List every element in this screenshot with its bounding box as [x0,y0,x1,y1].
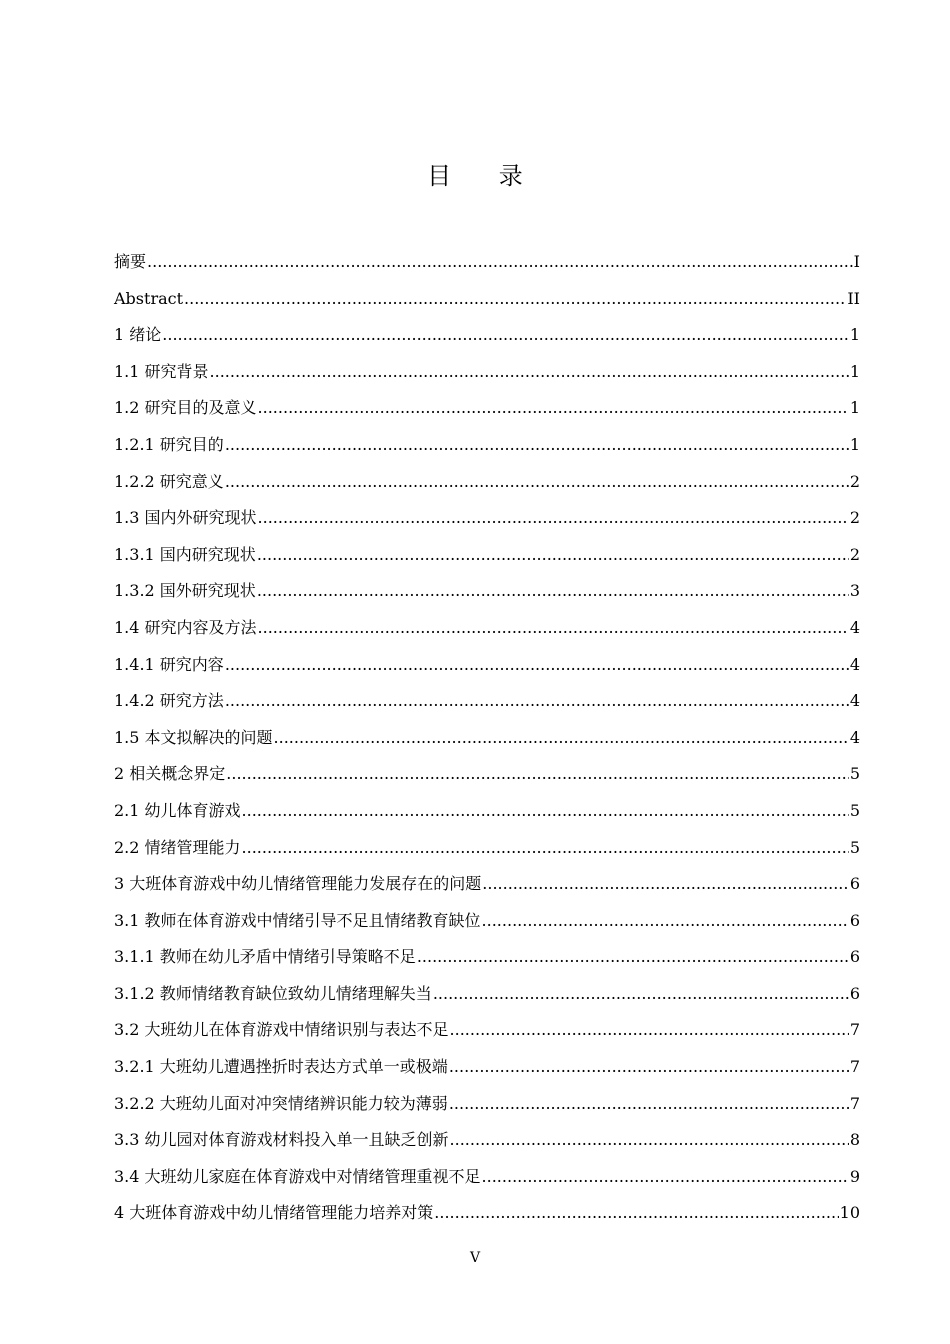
toc-entry[interactable] [114,907,860,944]
toc-entry[interactable] [114,577,860,614]
toc-dot-leader [225,651,849,679]
toc-entry-label: 3.1.1 教师在幼儿矛盾中情绪引导策略不足 [114,947,416,967]
toc-entry-page: 9 [849,1166,860,1186]
toc-entry-label: 1 绪论 [114,325,162,345]
toc-entry-label: 1.2 研究目的及意义 [114,398,257,418]
toc-entry-label: 3.4 大班幼儿家庭在体育游戏中对情绪管理重视不足 [114,1166,481,1186]
toc-entry-label: 2 相关概念界定 [114,764,226,784]
toc-dot-leader [433,980,849,1008]
toc-entry-page: 1 [849,325,860,345]
toc-entry[interactable] [114,468,860,505]
toc-entry-page: 1 [849,361,860,381]
toc-entry-label: 1.5 本文拟解决的问题 [114,727,273,747]
toc-dot-leader [257,541,849,569]
toc-entry[interactable] [114,1199,860,1236]
toc-entry-label: 1.4.2 研究方法 [114,691,224,711]
toc-dot-leader [434,1199,838,1227]
toc-dot-leader [242,797,849,825]
toc-entry-label: 3 大班体育游戏中幼儿情绪管理能力发展存在的问题 [114,874,482,894]
toc-dot-leader [210,358,849,386]
toc-dot-leader [147,248,853,276]
toc-entry-page: 7 [849,1093,860,1113]
toc-entry[interactable] [114,834,860,871]
toc-dot-leader [258,614,849,642]
toc-entry[interactable] [114,687,860,724]
toc-entry[interactable] [114,614,860,651]
toc-dot-leader [225,468,849,496]
toc-dot-leader [449,1090,849,1118]
toc-entry[interactable] [114,1090,860,1127]
toc-entry-page: 8 [849,1130,860,1150]
toc-dot-leader [450,1126,849,1154]
toc-entry-page: 4 [849,654,860,674]
toc-entry[interactable] [114,248,860,285]
toc-entry-label: 1.2.1 研究目的 [114,434,224,454]
toc-entry-label: 2.1 幼儿体育游戏 [114,800,241,820]
table-of-contents [114,248,860,1236]
toc-entry-page: 7 [849,1057,860,1077]
toc-entry[interactable] [114,760,860,797]
toc-entry-page: 4 [849,727,860,747]
toc-entry[interactable] [114,724,860,761]
toc-entry[interactable] [114,943,860,980]
toc-entry[interactable] [114,797,860,834]
toc-entry-page: I [853,252,860,271]
toc-entry[interactable] [114,980,860,1017]
toc-dot-leader [258,394,849,422]
toc-entry[interactable] [114,651,860,688]
toc-entry[interactable] [114,1126,860,1163]
toc-dot-leader [274,724,849,752]
toc-entry-page: 2 [849,471,860,491]
toc-dot-leader [450,1016,849,1044]
toc-entry-page: 10 [839,1203,860,1223]
toc-dot-leader [257,577,849,605]
toc-dot-leader [258,504,849,532]
toc-entry-page: 4 [849,691,860,711]
toc-entry-page: 5 [849,764,860,784]
toc-entry[interactable] [114,431,860,468]
toc-dot-leader [162,321,849,349]
toc-entry-page: 6 [849,947,860,967]
toc-dot-leader [184,285,846,313]
toc-entry[interactable] [114,1053,860,1090]
toc-dot-leader [225,431,849,459]
toc-dot-leader [226,760,849,788]
toc-entry-label: 3.1.2 教师情绪教育缺位致幼儿情绪理解失当 [114,983,432,1003]
toc-entry-page: 6 [849,910,860,930]
toc-dot-leader [449,1053,849,1081]
toc-entry-label: 4 大班体育游戏中幼儿情绪管理能力培养对策 [114,1203,434,1223]
toc-entry-page: 3 [849,581,860,601]
toc-entry-label: 摘要 [114,252,147,271]
toc-entry-page: 6 [849,983,860,1003]
toc-entry-page: 5 [849,837,860,857]
toc-entry[interactable] [114,504,860,541]
toc-dot-leader [225,687,849,715]
toc-dot-leader [417,943,849,971]
toc-entry-label: 3.2.2 大班幼儿面对冲突情绪辨识能力较为薄弱 [114,1093,448,1113]
toc-entry-page: 5 [849,800,860,820]
page-number: V [469,1250,481,1266]
toc-entry-label: Abstract [114,288,184,308]
toc-entry-page: 7 [849,1020,860,1040]
toc-dot-leader [242,834,849,862]
toc-entry-page: II [847,288,860,308]
toc-entry[interactable] [114,541,860,578]
toc-entry-page: 2 [849,508,860,528]
toc-dot-leader [482,870,849,898]
toc-entry-label: 1.4 研究内容及方法 [114,617,257,637]
toc-entry-page: 2 [849,544,860,564]
toc-entry-page: 6 [849,874,860,894]
toc-entry[interactable] [114,358,860,395]
toc-entry-label: 3.3 幼儿园对体育游戏材料投入单一且缺乏创新 [114,1130,449,1150]
toc-entry-label: 3.1 教师在体育游戏中情绪引导不足且情绪教育缺位 [114,910,481,930]
toc-entry[interactable] [114,394,860,431]
toc-entry[interactable] [114,321,860,358]
toc-entry[interactable] [114,285,860,322]
toc-entry-label: 3.2.1 大班幼儿遭遇挫折时表达方式单一或极端 [114,1057,448,1077]
toc-entry-label: 1.2.2 研究意义 [114,471,224,491]
toc-entry-label: 3.2 大班幼儿在体育游戏中情绪识别与表达不足 [114,1020,449,1040]
toc-entry-page: 1 [849,434,860,454]
toc-dot-leader [482,907,849,935]
toc-entry-label: 1.3.2 国外研究现状 [114,581,256,601]
toc-entry-page: 4 [849,617,860,637]
toc-entry-page: 1 [849,398,860,418]
toc-entry[interactable] [114,870,860,907]
toc-entry-label: 2.2 情绪管理能力 [114,837,241,857]
page-title: 目 录 [427,162,543,190]
toc-entry-label: 1.3 国内外研究现状 [114,508,257,528]
toc-entry[interactable] [114,1163,860,1200]
toc-dot-leader [482,1163,849,1191]
toc-entry[interactable] [114,1016,860,1053]
toc-entry-label: 1.4.1 研究内容 [114,654,224,674]
toc-entry-label: 1.1 研究背景 [114,361,209,381]
toc-entry-label: 1.3.1 国内研究现状 [114,544,256,564]
